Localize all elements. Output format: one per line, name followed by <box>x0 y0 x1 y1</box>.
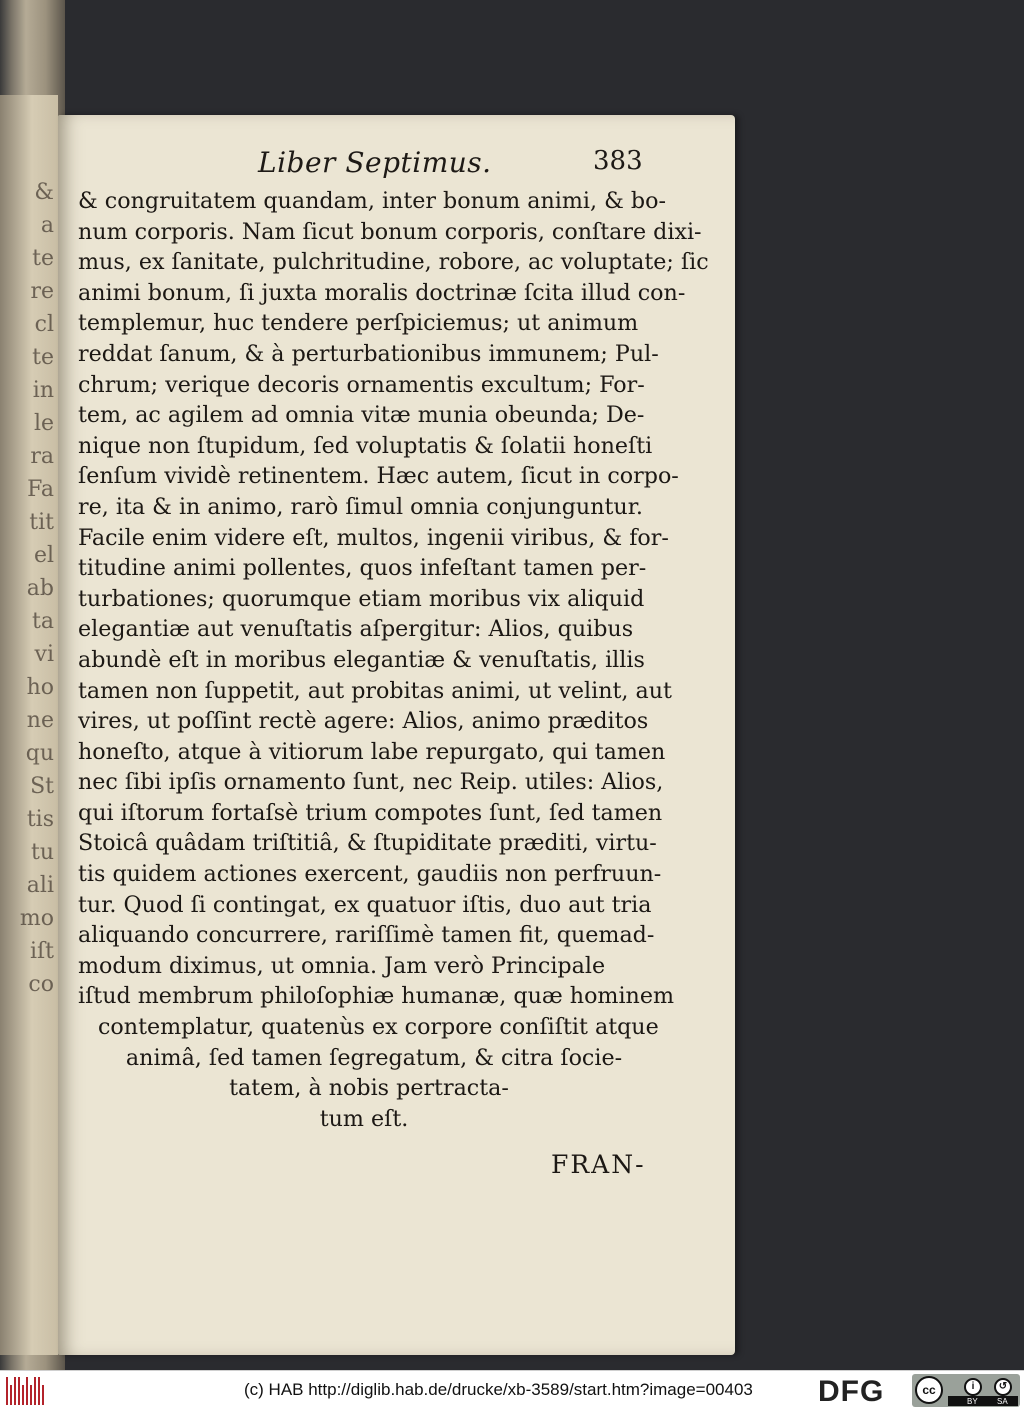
cc-icon: cc <box>915 1376 943 1404</box>
prev-page-fragment: te <box>32 345 54 370</box>
prev-page-fragment: iſt <box>29 939 54 964</box>
text-line: animi bonum, ſi juxta moralis doctrinæ ſcita illud con- <box>78 279 686 306</box>
text-line: iſtud membrum philoſophiæ humanæ, quæ hominem <box>78 983 675 1010</box>
text-line: turbationes; quorumque etiam moribus vix aliquid <box>78 585 645 612</box>
text-line: qui iſtorum fortaſsè trium compotes ſunt, ſed tamen <box>78 799 663 826</box>
text-line: tis quidem actiones exercent, gaudiis non perfruun- <box>78 861 662 888</box>
prev-page-fragment: co <box>28 972 54 997</box>
prev-page-fragment: Fa <box>27 477 54 502</box>
text-line: tum eſt. <box>319 1105 409 1132</box>
page-number: 383 <box>593 146 643 176</box>
viewer-footer <box>0 1370 1024 1410</box>
sa-label: SA <box>997 1397 1008 1406</box>
prev-page-fragment: a <box>40 213 54 238</box>
barcode-icon <box>6 1377 46 1405</box>
text-line: nique non ſtupidum, ſed voluptatis & ſolatii honeſti <box>78 432 653 459</box>
creative-commons-license-badge[interactable] <box>912 1374 1020 1407</box>
catchword: FRAN- <box>551 1150 646 1179</box>
prev-page-fragment: el <box>33 543 54 568</box>
prev-page-fragment: in <box>32 378 54 403</box>
share-alike-icon: ↺ <box>994 1378 1012 1396</box>
text-line: tatem, à nobis pertracta- <box>229 1075 509 1102</box>
copyright-source-link[interactable]: (c) HAB http://diglib.hab.de/drucke/xb-3589/start.htm?image=00403 <box>244 1380 753 1399</box>
text-line: & congruitatem quandam, inter bonum animi, & bo- <box>78 188 666 214</box>
text-line: mus, ex ſanitate, pulchritudine, robore, ac voluptate; ſic <box>78 249 709 276</box>
text-line: aliquando concurrere, rariſſimè tamen fit, quemad- <box>78 922 655 949</box>
text-line: re, ita & in animo, rarò ſimul omnia conjunguntur. <box>78 493 643 520</box>
prev-page-fragment: ra <box>30 444 54 469</box>
prev-page-fragment: ta <box>32 609 54 634</box>
text-line: tamen non ſuppetit, aut probitas animi, ut velint, aut <box>78 677 672 704</box>
prev-page-fragment: ne <box>26 708 54 733</box>
text-line: templemur, huc tendere perſpiciemus; ut animum <box>78 310 639 337</box>
prev-page-fragment: tu <box>30 840 54 865</box>
text-line: tem, ac agilem ad omnia vitæ munia obeunda; De- <box>78 402 645 429</box>
prev-page-fragment: mo <box>19 906 54 931</box>
prev-page-fragment: ho <box>26 675 54 700</box>
text-line: modum diximus, ut omnia. Jam verò Principale <box>78 952 606 979</box>
text-line: ſenſum vividè retinentem. Hæc autem, ſicut in corpo- <box>78 463 679 490</box>
prev-page-fragment: tis <box>26 807 54 832</box>
prev-page-fragment: re <box>30 279 54 304</box>
prev-page-fragment: ab <box>26 576 54 601</box>
prev-page-fragment: vi <box>34 642 54 667</box>
text-line: num corporis. Nam ſicut bonum corporis, conſtare dixi- <box>78 218 702 245</box>
text-line: elegantiæ aut venuſtatis aſpergitur: Alios, quibus <box>78 616 634 643</box>
text-line: reddat ſanum, & à perturbationibus immunem; Pul- <box>78 340 659 367</box>
text-line: chrum; verique decoris ornamentis excultum; For- <box>78 371 645 398</box>
prev-page-fragment: cl <box>34 312 54 337</box>
text-line: contemplatur, quatenùs ex corpore conſiſtit atque <box>98 1014 659 1041</box>
prev-page-fragment: & <box>34 180 54 205</box>
running-head: Liber Septimus. <box>258 146 492 179</box>
text-line: Stoicâ quâdam triſtitiâ, & ſtupiditate præditi, virtu- <box>78 830 657 857</box>
attribution-icon: i <box>964 1378 982 1396</box>
text-line: animâ, ſed tamen ſegregatum, & citra ſocie- <box>125 1044 623 1071</box>
text-line: titudine animi pollentes, quos infeſtant tamen per- <box>78 555 647 582</box>
text-line: vires, ut poſſint rectè agere: Alios, animo præditos <box>78 708 649 735</box>
previous-page-edge <box>0 95 58 1355</box>
prev-page-fragment: tit <box>29 510 54 535</box>
dfg-logo: DFG <box>818 1375 885 1408</box>
prev-page-fragment: St <box>30 774 54 799</box>
prev-page-fragment: le <box>33 411 54 436</box>
text-line: Facile enim videre eſt, multos, ingenii viribus, & for- <box>78 524 669 551</box>
text-line: nec ſibi ipſis ornamento ſunt, nec Reip. utiles: Alios, <box>78 769 664 796</box>
text-line: abundè eſt in moribus elegantiæ & venuſtatis, illis <box>78 646 645 673</box>
prev-page-fragment: ali <box>26 873 54 898</box>
prev-page-fragment: qu <box>25 741 54 766</box>
text-line: honeſto, atque à vitiorum labe repurgato, qui tamen <box>78 738 666 765</box>
by-label: BY <box>967 1397 978 1406</box>
page-body-text <box>78 186 709 1134</box>
prev-page-fragment: te <box>32 246 54 271</box>
text-line: tur. Quod ſi contingat, ex quatuor iſtis, duo aut tria <box>78 891 652 918</box>
